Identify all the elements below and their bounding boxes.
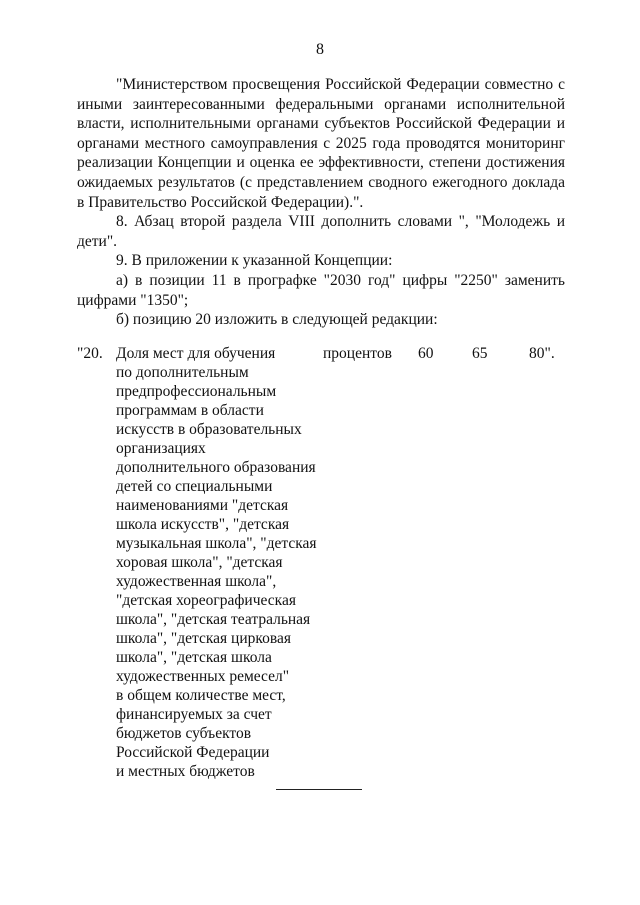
description-line: художественная школа", [116, 573, 277, 590]
description-line: школа", "детская школа [116, 649, 272, 666]
paragraph-item-9b: б) позицию 20 изложить в следующей редакции: [116, 311, 438, 329]
paragraph-item-9a: а) в позиции 11 в прографке "2030 год" цифры "2250" заменить цифрами "1350"; [77, 271, 565, 309]
document-body [77, 75, 565, 330]
description-line: Российской Федерации [116, 744, 270, 761]
paragraph-item-9: 9. В приложении к указанной Концепции: [116, 252, 393, 270]
row-value-2: 65 [472, 345, 488, 362]
row-number: "20. [77, 345, 103, 362]
row-value-3: 80". [529, 345, 555, 362]
description-line: художественных ремесел" [116, 668, 290, 685]
description-line: предпрофессиональным [116, 383, 277, 400]
description-line: организациях [116, 440, 206, 457]
description-line: школа", "детская цирковая [116, 630, 291, 647]
end-divider [276, 789, 362, 790]
description-line: в общем количестве мест, [116, 687, 286, 704]
description-line: программам в области [116, 402, 264, 419]
description-line: школа", "детская театральная [116, 611, 311, 628]
description-line: детей со специальными [116, 478, 273, 495]
description-line: "детская хореографическая [116, 592, 296, 609]
description-line: наименованиями "детская [116, 497, 289, 514]
row-unit: процентов [323, 345, 392, 362]
row-description [116, 344, 366, 781]
description-line: бюджетов субъектов [116, 725, 252, 742]
paragraph-item-8: 8. Абзац второй раздела VIII дополнить словами ", "Молодежь и дети". [77, 213, 565, 250]
description-line: искусств в образовательных [116, 421, 302, 438]
description-line: по дополнительным [116, 364, 249, 381]
page-number: 8 [316, 41, 324, 58]
description-line: школа искусств", "детская [116, 516, 290, 533]
description-line: финансируемых за счет [116, 706, 272, 723]
description-line: музыкальная школа", "детская [116, 535, 317, 552]
row-value-1: 60 [418, 345, 434, 362]
description-line: дополнительного образования [116, 459, 316, 476]
paragraph-monitoring: "Министерством просвещения Российской Федерации совместно с иными заинтересованными федеральными органами исполнительной власти, исполнительными органами субъектов Российской Федерации и органами местного самоуправления с 2025 года проводятся мониторинг реализации Концепции и оценка ее эффективности, степени достижения ожидаемых результатов (с представлением сводного ежегодного доклада в Правительство Российской Федерации).". [77, 76, 565, 211]
description-line: Доля мест для обучения [116, 345, 276, 362]
description-line: и местных бюджетов [116, 763, 255, 780]
description-line: хоровая школа", "детская [116, 554, 283, 571]
